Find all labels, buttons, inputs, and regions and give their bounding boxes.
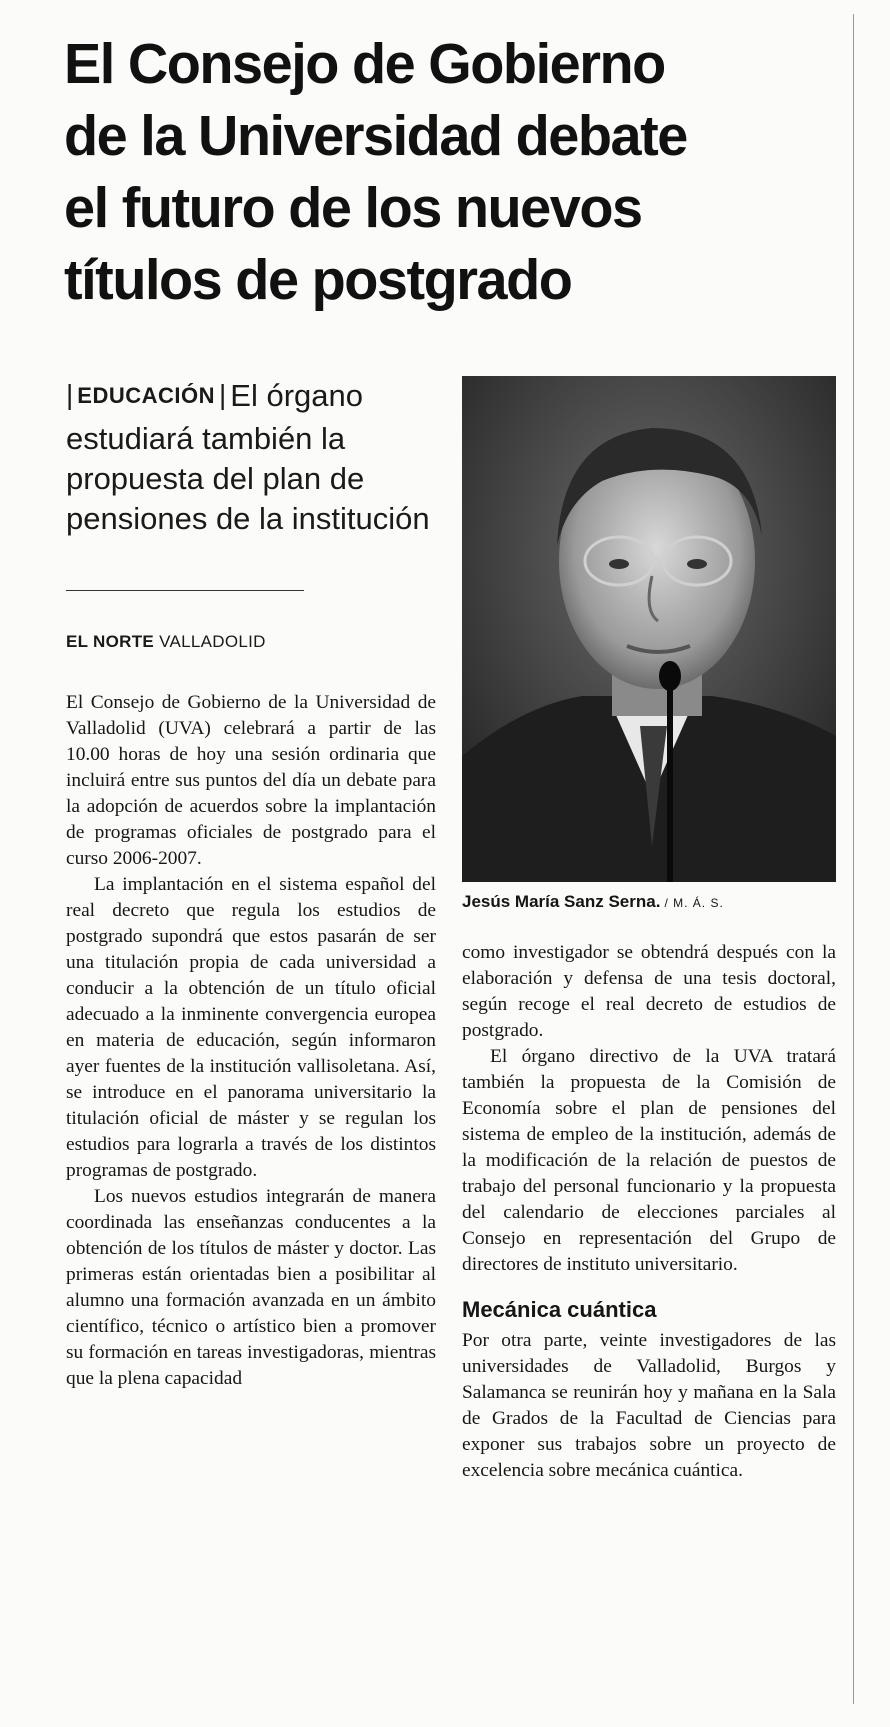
caption-name: Jesús María Sanz Serna.	[462, 892, 661, 911]
divider: |	[219, 379, 227, 410]
paragraph: El Consejo de Gobierno de la Universidad de Valladolid (UVA) celebrará a partir de las 10.00 horas de hoy una sesión ordinaria que incluirá entre sus puntos del día un debate para la adopción de acuerdos sobre la implantación de programas oficiales de postgrado para el curso 2006-2007.	[66, 692, 436, 869]
paragraph: Por otra parte, veinte investigadores de las universidades de Valladolid, Burgos y Salamanca se reunirán hoy y mañana en la Sala de Grados de la Facultad de Ciencias para exponer sus trabajos sobre un proyecto de excelencia sobre mecánica cuántica.	[462, 1330, 836, 1481]
column-edge-rule	[853, 14, 854, 1704]
subheadline-rule	[66, 590, 304, 591]
byline-source: EL NORTE	[66, 632, 155, 651]
headline-line: de la Universidad debate	[64, 104, 687, 168]
paragraph: El órgano directivo de la UVA tratará también la propuesta de la Comisión de Economía sobre el plan de pensiones del sistema de empleo de la institución, además de la modificación de la relación de puestos de trabajo del personal funcionario y la propuesta del calendario de elecciones parciales al Consejo en representación del Grupo de directores de instituto universitario.	[462, 1046, 836, 1275]
section-label: EDUCACIÓN	[77, 383, 216, 408]
byline-location: VALLADOLID	[159, 632, 266, 651]
paragraph: Los nuevos estudios integrarán de manera coordinada las enseñanzas conducentes a la obtención de los títulos de máster y doctor. Las primeras están orientadas bien a posibilitar al alumno una formación avanzada en un ámbito científico, técnico o artístico bien a promover su formación en tareas investigadoras, mientras que la plena capacidad	[66, 1186, 436, 1389]
headline-line: El Consejo de Gobierno	[64, 32, 665, 96]
article-column-2	[462, 940, 836, 1484]
portrait-photo	[462, 376, 836, 882]
headline	[64, 28, 828, 316]
section-subtitle: Mecánica cuántica	[462, 1297, 657, 1322]
headline-line: el futuro de los nuevos	[64, 176, 642, 240]
article-column-1	[66, 690, 436, 1392]
paragraph: como investigador se obtendrá después con la elaboración y defensa de una tesis doctoral, según recoge el real decreto de estudios de postgrado.	[462, 942, 836, 1041]
subheadline	[66, 376, 446, 539]
headline-line: títulos de postgrado	[64, 248, 572, 312]
byline	[66, 632, 266, 652]
portrait-illustration	[462, 376, 836, 882]
photo-caption	[462, 892, 836, 912]
divider: |	[66, 379, 74, 410]
photo-credit: / M. Á. S.	[664, 896, 724, 910]
subheadline-text: El órgano estudiará también la propuesta del plan de pensiones de la institución	[66, 378, 430, 536]
paragraph: La implantación en el sistema español del real decreto que regula los estudios de postgrado supondrá que estos pasarán de ser una titulación propia de cada universidad a conducir a la obtención de un título oficial adecuado a la inminente convergencia europea en materia de educación, según informaron ayer fuentes de la institución vallisoletana. Así, se introduce en el panorama universitario la titulación oficial de máster y se regulan los estudios para lograrla a través de los distintos programas de postgrado.	[66, 874, 436, 1181]
